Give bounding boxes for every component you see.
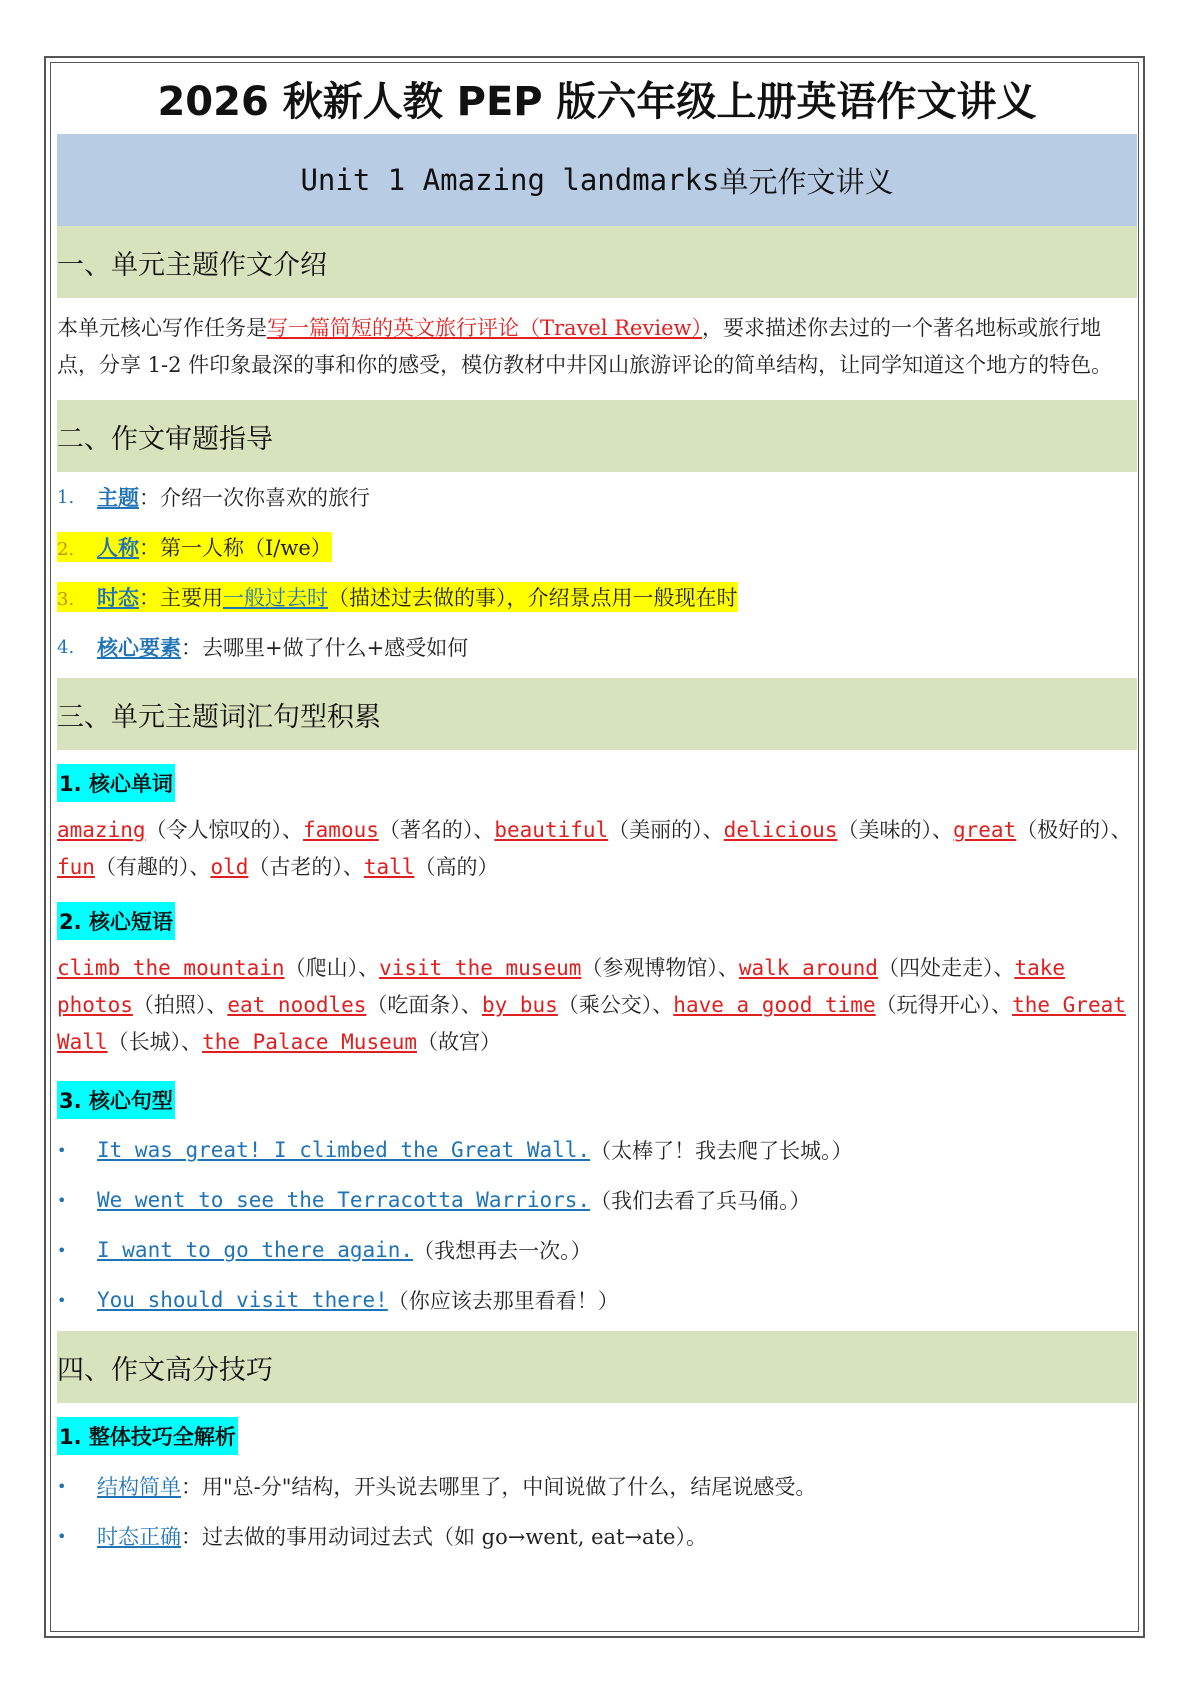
tip-item bbox=[57, 1511, 1137, 1561]
bullet-icon: • bbox=[57, 1140, 67, 1160]
sentence-en: I want to go there again. bbox=[97, 1238, 414, 1262]
phrase-zh: （爬山）、 bbox=[284, 956, 380, 980]
sentence-en: We went to see the Terracotta Warriors. bbox=[97, 1188, 591, 1212]
list-number: 3. bbox=[57, 589, 75, 610]
word-en: tall bbox=[363, 855, 415, 879]
phrase-zh: （四处走走）、 bbox=[877, 956, 1015, 980]
sentence-item bbox=[57, 1225, 1137, 1275]
guidance-key-past-tense: 一般过去时 bbox=[223, 586, 328, 610]
guidance-item-elements bbox=[57, 622, 1137, 672]
intro-highlight: 写一篇简短的英文旅行评论（Travel Review） bbox=[267, 316, 702, 340]
word-zh: （美味的）、 bbox=[837, 818, 953, 842]
word-zh: （著名的）、 bbox=[378, 818, 495, 842]
guidance-item-tense bbox=[57, 572, 1137, 622]
tip-text: ：用"总-分"结构，开头说去哪里了，中间说做了什么，结尾说感受。 bbox=[181, 1475, 817, 1499]
word-en: old bbox=[210, 855, 249, 879]
phrase-zh: （故宫） bbox=[417, 1030, 502, 1054]
guidance-text: ：主要用 bbox=[139, 586, 223, 610]
list-number: 2. bbox=[57, 539, 75, 560]
section-heading-guidance: 二、作文审题指导 bbox=[57, 400, 1137, 472]
subheading-overall-tips: 1. 整体技巧全解析 bbox=[57, 1417, 238, 1455]
guidance-text: ：介绍一次你喜欢的旅行 bbox=[139, 486, 370, 510]
core-words-paragraph bbox=[57, 812, 1137, 886]
guidance-text: ：第一人称（I/we） bbox=[139, 536, 332, 560]
core-phrases-paragraph bbox=[57, 950, 1137, 1061]
sentence-item bbox=[57, 1125, 1137, 1175]
phrase-en: have a good time bbox=[673, 993, 876, 1017]
word-en: great bbox=[952, 818, 1017, 842]
tip-item bbox=[57, 1461, 1137, 1511]
phrase-en: the Palace Museum bbox=[202, 1030, 418, 1054]
word-zh: （令人惊叹的）、 bbox=[145, 818, 304, 842]
highlight-span bbox=[57, 532, 332, 562]
bullet-icon: • bbox=[57, 1476, 67, 1496]
phrase-en: walk around bbox=[738, 956, 878, 980]
guidance-key: 人称 bbox=[97, 535, 139, 560]
section-heading-intro: 一、单元主题作文介绍 bbox=[57, 226, 1137, 298]
guidance-item-person bbox=[57, 522, 1137, 572]
subheading-core-words: 1. 核心单词 bbox=[57, 764, 175, 802]
phrase-zh: （乘公交）、 bbox=[557, 993, 674, 1017]
tips-list bbox=[57, 1461, 1137, 1561]
sentence-item bbox=[57, 1275, 1137, 1325]
bullet-icon: • bbox=[57, 1240, 67, 1260]
guidance-key: 核心要素 bbox=[97, 635, 181, 660]
phrase-zh: （吃面条）、 bbox=[366, 993, 482, 1017]
phrase-zh: （玩得开心）、 bbox=[875, 993, 1013, 1017]
sentence-en: It was great! I climbed the Great Wall. bbox=[97, 1138, 591, 1162]
phrase-zh: （拍照）、 bbox=[132, 993, 228, 1017]
intro-paragraph bbox=[57, 310, 1137, 384]
subheading-core-phrases: 2. 核心短语 bbox=[57, 902, 175, 940]
phrase-en: climb the mountain bbox=[57, 956, 285, 980]
highlight-span bbox=[57, 582, 738, 612]
sentence-zh: （我想再去一次。） bbox=[413, 1239, 592, 1263]
list-number: 1. bbox=[57, 486, 75, 508]
sentence-item bbox=[57, 1175, 1137, 1225]
intro-text-a: 本单元核心写作任务是 bbox=[57, 316, 267, 340]
word-zh: （极好的）、 bbox=[1016, 818, 1132, 842]
word-zh: （美丽的）、 bbox=[608, 818, 724, 842]
tip-text: ：过去做的事用动词过去式（如 go→went, eat→ate）。 bbox=[181, 1525, 707, 1549]
word-en: beautiful bbox=[494, 818, 609, 842]
word-en: fun bbox=[57, 855, 95, 879]
section-heading-tips: 四、作文高分技巧 bbox=[57, 1331, 1137, 1403]
sentence-zh: （我们去看了兵马俑。） bbox=[590, 1189, 811, 1213]
guidance-list bbox=[57, 472, 1137, 672]
phrase-zh: （长城）、 bbox=[107, 1030, 203, 1054]
phrase-en: visit the museum bbox=[379, 956, 582, 980]
word-zh: （古老的）、 bbox=[248, 855, 364, 879]
word-en: famous bbox=[303, 818, 379, 842]
unit-banner bbox=[57, 134, 1137, 226]
bullet-icon: • bbox=[57, 1190, 67, 1210]
phrase-en: the Great Wall bbox=[57, 993, 1126, 1054]
guidance-text: ：去哪里+做了什么+感受如何 bbox=[181, 636, 469, 660]
document-title: 2026 秋新人教 PEP 版六年级上册英语作文讲义 bbox=[157, 78, 1037, 125]
word-zh: （有趣的）、 bbox=[94, 855, 211, 879]
word-en: delicious bbox=[723, 818, 838, 842]
subheading-core-sentences: 3. 核心句型 bbox=[57, 1081, 175, 1119]
phrase-zh: （参观博物馆）、 bbox=[581, 956, 739, 980]
unit-title: Unit 1 Amazing landmarks bbox=[300, 163, 720, 197]
phrase-en: eat noodles bbox=[227, 993, 367, 1017]
phrase-en: take photos bbox=[57, 956, 1066, 1017]
guidance-key: 主题 bbox=[97, 485, 139, 510]
word-zh: （高的） bbox=[414, 855, 499, 879]
phrase-en: by bus bbox=[481, 993, 558, 1017]
guidance-text: （描述过去做的事），介绍景点用一般现在时 bbox=[328, 586, 738, 610]
guidance-key: 时态 bbox=[97, 585, 139, 610]
sentence-zh: （你应该去那里看看！） bbox=[387, 1289, 619, 1313]
list-number: 4. bbox=[57, 636, 75, 658]
bullet-icon: • bbox=[57, 1526, 67, 1546]
unit-suffix: 单元作文讲义 bbox=[719, 164, 894, 199]
section-heading-vocab: 三、单元主题词汇句型积累 bbox=[57, 678, 1137, 750]
guidance-item-topic bbox=[57, 472, 1137, 522]
intro-text-b: ，要求描述你去过的一个著名地标或旅行地点，分享 1-2 件印象最深的事和你的感受，模仿教材中井冈山旅游评论的简单结构，让同学知道这个地方的特色。 bbox=[57, 316, 1113, 377]
tip-key: 结构简单 bbox=[97, 1475, 181, 1499]
sentence-en: You should visit there! bbox=[97, 1288, 388, 1312]
tip-key: 时态正确 bbox=[97, 1525, 181, 1549]
sentence-zh: （太棒了！我去爬了长城。） bbox=[590, 1139, 853, 1163]
document-content bbox=[57, 62, 1137, 1561]
bullet-icon: • bbox=[57, 1290, 67, 1310]
word-en: amazing bbox=[57, 818, 146, 842]
core-sentences-list bbox=[57, 1125, 1137, 1325]
